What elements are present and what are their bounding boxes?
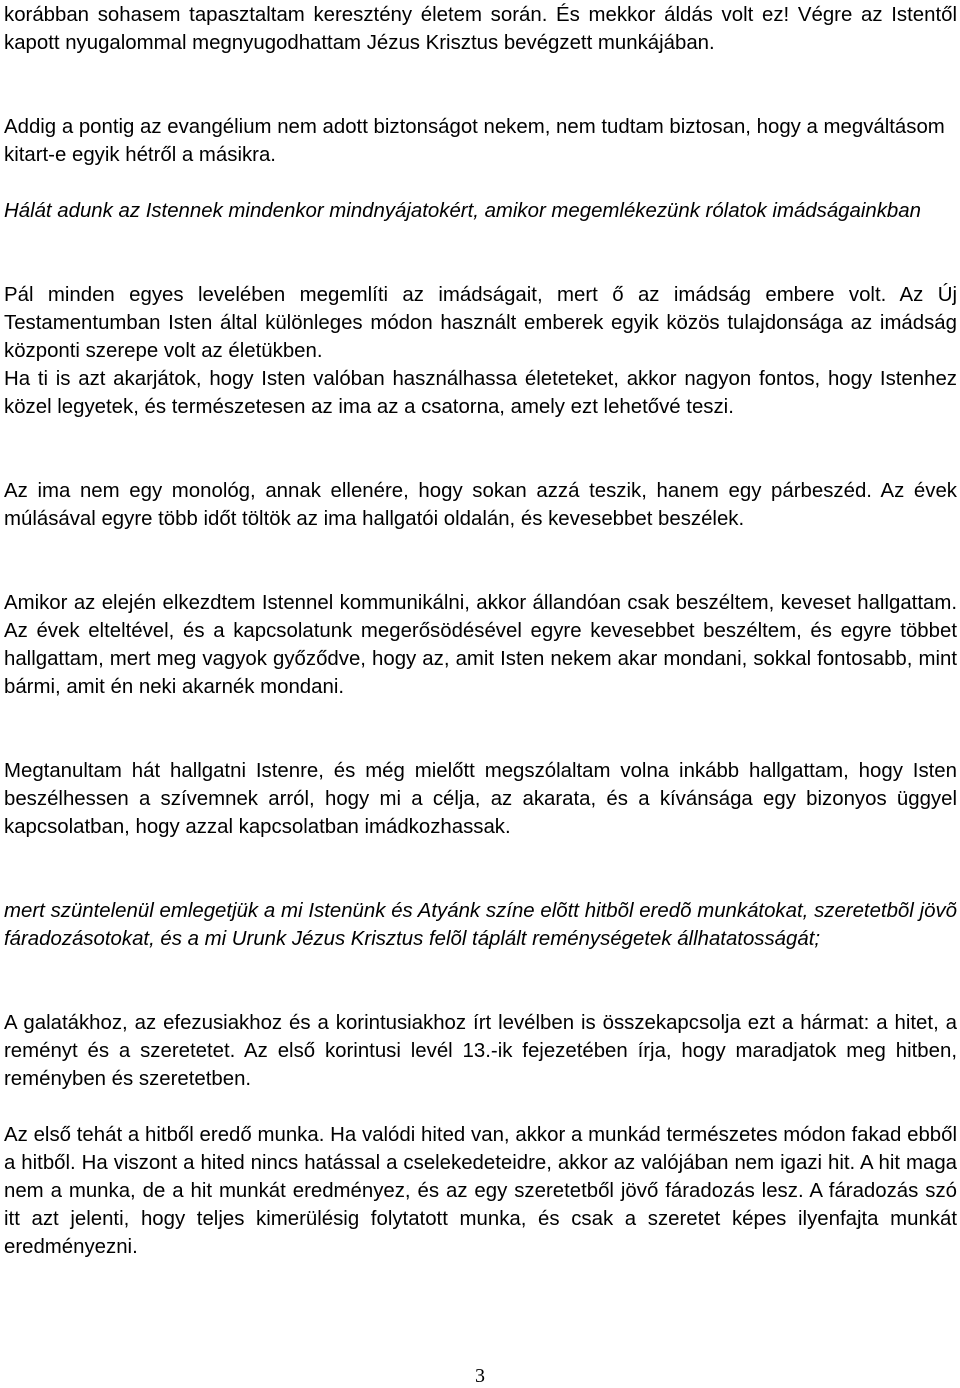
document-page xyxy=(4,0,957,1388)
paragraph-3-italic-quote: Hálát adunk az Istennek mindenkor mindnyájatokért, amikor megemlékezünk rólatok imádságainkban xyxy=(4,200,921,222)
paragraph-5: Ha ti is azt akarjátok, hogy Isten valóban használhassa életeteket, akkor nagyon fontos, hogy Istenhez közel legyetek, és természetesen az ima az a csatorna, amely ezt lehetővé teszi. xyxy=(4,368,957,418)
paragraph-7: Amikor az elején elkezdtem Istennel kommunikálni, akkor állandóan csak beszéltem, keveset hallgattam. Az évek elteltével, és a kapcsolatunk megerősödésével egyre kevesebbet beszéltem, és egyre többet hallgattam, mert meg vagyok győződve, hogy az, amit Isten nekem akar mondani, sokkal fontosabb, mint bármi, amit én neki akarnék mondani. xyxy=(4,592,957,698)
paragraph-11: Az első tehát a hitből eredő munka. Ha valódi hited van, akkor a munkád természetes módon fakad ebből a hitből. Ha viszont a hited nincs hatással a cselekedeteidre, akkor az valójában nem igazi hit. A hit maga nem a munka, de a hit munkát eredményez, és az egy szeretetből jövő fáradozás lesz. A fáradozás szó itt azt jelenti, hogy teljes kimerülésig folytatott munka, és csak a szeretet képes ilyenfajta munkát eredményezni. xyxy=(4,1124,957,1258)
paragraph-1: korábban sohasem tapasztaltam keresztény életem során. És mekkor áldás volt ez! Végre az Istentől kapott nyugalommal megnyugodhattam Jézus Krisztus bevégzett munkájában. xyxy=(4,4,957,54)
paragraph-10: A galatákhoz, az efezusiakhoz és a korintusiakhoz írt levélben is összekapcsolja ezt a hármat: a hitet, a reményt és a szeretetet. Az első korintusi levél 13.-ik fejezetében írja, hogy maradjatok meg hitben, reményben és szeretetben. xyxy=(4,1012,957,1090)
paragraph-2: Addig a pontig az evangélium nem adott biztonságot nekem, nem tudtam biztosan, hogy a megváltásom kitart-e egyik hétről a másikra. xyxy=(4,116,945,166)
paragraph-4: Pál minden egyes levelében megemlíti az imádságait, mert ő az imádság embere volt. Az Új Testamentumban Isten által különleges módon használt emberek egyik közös tulajdonsága az imádság központi szerepe volt az életükben. xyxy=(4,284,957,362)
page-number: 3 xyxy=(475,1365,485,1387)
paragraph-8: Megtanultam hát hallgatni Istenre, és még mielőtt megszólaltam volna inkább hallgattam, hogy Isten beszélhessen a szívemnek arról, hogy mi a célja, az akarata, és a kívánsága egy bizonyos üggyel kapcsolatban, hogy azzal kapcsolatban imádkozhassak. xyxy=(4,760,957,838)
paragraph-6: Az ima nem egy monológ, annak ellenére, hogy sokan azzá teszik, hanem egy párbeszéd. Az évek múlásával egyre több időt töltök az ima hallgatói oldalán, és kevesebbet beszélek. xyxy=(4,480,957,530)
paragraph-9-italic-quote: mert szüntelenül emlegetjük a mi Istenünk és Atyánk színe elõtt hitbõl eredõ munkátokat, szeretetbõl jövõ fáradozásotokat, és a mi Urunk Jézus Krisztus felõl táplált reménységetek állhatatosságát; xyxy=(4,900,957,950)
